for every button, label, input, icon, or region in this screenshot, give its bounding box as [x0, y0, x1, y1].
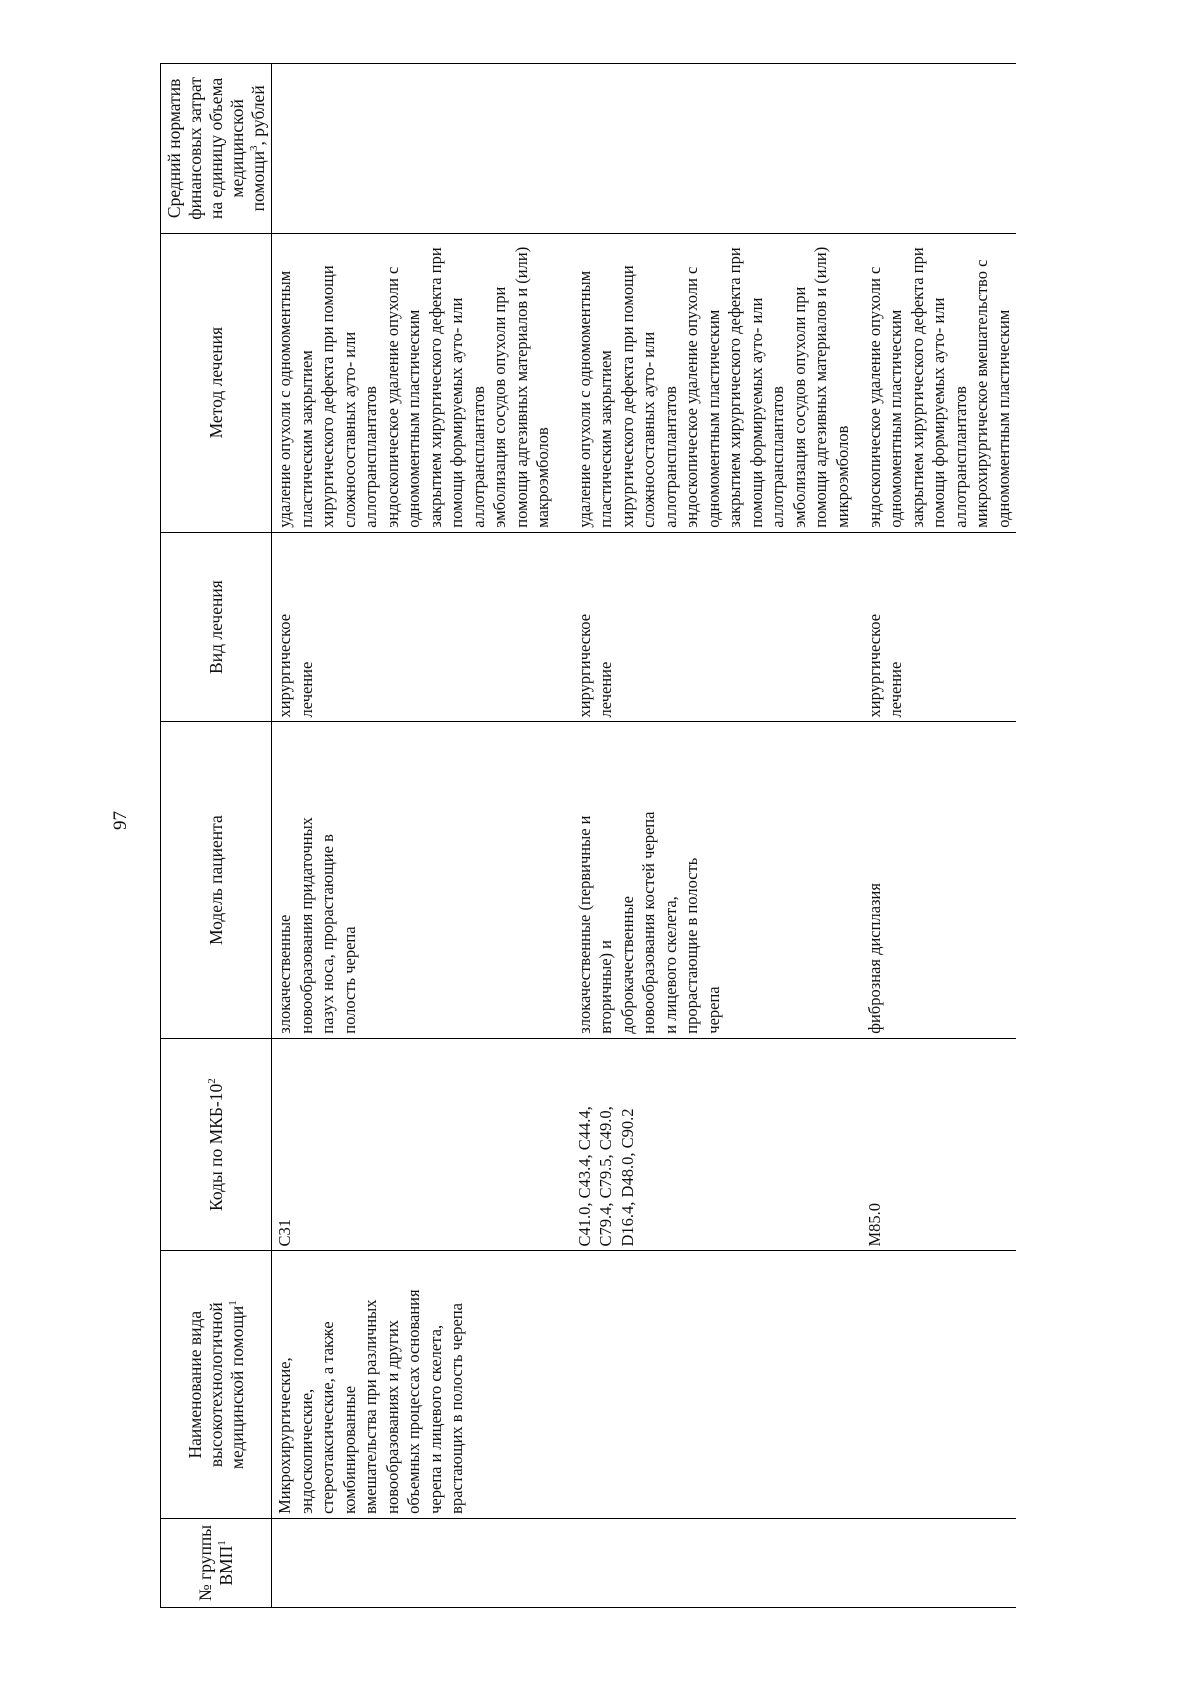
- cell-treatment-method: [272, 233, 572, 532]
- rotated-page-content: [160, 63, 1125, 1608]
- cell-group-number: [272, 1518, 572, 1607]
- cell-treatment-method: [572, 233, 862, 532]
- method-item: микрохирургическое вмешательство с одномоментным пластическим: [972, 259, 1013, 528]
- header-group-number: № группы ВМП$^1$: [161, 1518, 272, 1607]
- method-item: эндоскопическое удаление опухоли с одномоментным пластическим закрытием хирургического дефекта при помощи формируемых ауто- или аллотрансплантатов: [382, 247, 488, 528]
- header-patient-model: Модель пациента: [161, 722, 272, 1038]
- page-number: 97: [110, 811, 131, 830]
- cell-group-number: [862, 1518, 1017, 1607]
- cell-treatment-type: хирургическое лечение: [572, 532, 862, 722]
- method-item: эндоскопическое удаление опухоли с одномоментным пластическим закрытием хирургического дефекта при помощи формируемых ауто- или аллотрансплантатов: [682, 247, 787, 528]
- cell-patient-model: фиброзная дисплазия: [862, 722, 1017, 1038]
- cell-care-type-name: Микрохирургические, эндоскопические, стереотаксические, а также комбинированные вмешательства при различных новообразованиях и других объемных процессах основания черепа и лицевого скелета, врастающих в полость черепа: [272, 1251, 572, 1518]
- cell-group-number: [572, 1518, 862, 1607]
- cell-patient-model: злокачественные новообразования придаточных пазух носа, прорастающие в полость черепа: [272, 722, 572, 1038]
- cell-treatment-type: хирургическое лечение: [272, 532, 572, 722]
- table-header-row: [161, 64, 272, 1608]
- table-row: [862, 64, 1017, 1608]
- method-item: эмболизация сосудов опухоли при помощи адгезивных материалов и (или) микроэмболов: [789, 246, 852, 528]
- cell-treatment-type: хирургическое лечение: [862, 532, 1017, 722]
- cell-icd-codes: C41.0, C43.4, C44.4, C79.4, C79.5, C49.0, D16.4, D48.0, C90.2: [572, 1038, 862, 1251]
- table-row: [272, 64, 572, 1608]
- method-item: эндоскопическое удаление опухоли с одномоментным пластическим закрытием хирургического дефекта при помощи формируемых ауто- или аллотрансплантатов: [864, 247, 970, 528]
- cell-treatment-method: [862, 233, 1017, 532]
- header-cost-standard: Средний норматив финансовых затрат на единицу объема медицинской помощи$^3$, рублей: [161, 64, 272, 234]
- header-care-type-name: Наименование вида высокотехнологичной медицинской помощи$^1$: [161, 1251, 272, 1518]
- header-treatment-method: Метод лечения: [161, 233, 272, 532]
- cell-cost-standard: [862, 64, 1017, 234]
- cell-cost-standard: [572, 64, 862, 234]
- cell-cost-standard: [272, 64, 572, 234]
- method-item: эмболизация сосудов опухоли при помощи адгезивных материалов и (или) макроэмболов: [490, 246, 552, 528]
- cell-care-type-name: [862, 1251, 1017, 1518]
- table-row: [572, 64, 862, 1608]
- method-item: удаление опухоли с одномоментным пластическим закрытием хирургического дефекта при помощи сложносоставных ауто- или аллотрансплантатов: [574, 265, 680, 528]
- cell-icd-codes: C31: [272, 1038, 572, 1251]
- vmp-table: [160, 63, 1016, 1608]
- header-icd-codes: Коды по МКБ-$10^2$: [161, 1038, 272, 1251]
- header-treatment-type: Вид лечения: [161, 532, 272, 722]
- cell-icd-codes: M85.0: [862, 1038, 1017, 1251]
- cell-patient-model: злокачественные (первичные и вторичные) и доброкачественные новообразования костей черепа и лицевого скелета, прорастающие в полость черепа: [572, 722, 862, 1038]
- cell-care-type-name: [572, 1251, 862, 1518]
- method-item: удаление опухоли с одномоментным пластическим закрытием хирургического дефекта при помощи сложносоставных ауто- или аллотрансплантатов: [275, 265, 380, 528]
